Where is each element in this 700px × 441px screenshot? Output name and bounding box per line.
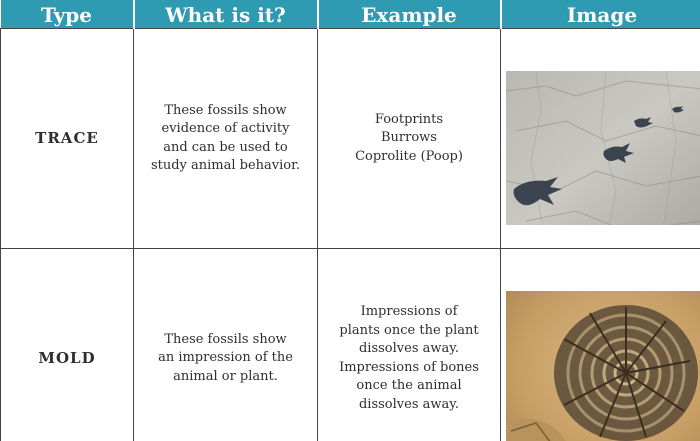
header-example: Example [318, 0, 501, 29]
example-cell: Impressions of plants once the plant dissolves away. Impressions of bones once the animal dissolves away. [318, 249, 501, 441]
header-type: Type [1, 0, 134, 29]
trace-fossil-photo [506, 53, 700, 225]
table-header-row [1, 0, 700, 29]
table-row [1, 29, 700, 249]
image-cell [501, 249, 700, 441]
mold-fossil-photo [506, 273, 700, 441]
example-cell: Footprints Burrows Coprolite (Poop) [318, 29, 501, 249]
type-cell: MOLD [1, 249, 134, 441]
description-cell: These fossils show evidence of activity and can be used to study animal behavior. [134, 29, 318, 249]
table-row [1, 249, 700, 441]
type-cell: TRACE [1, 29, 134, 249]
header-image: Image [501, 0, 700, 29]
description-cell: These fossils show an impression of the animal or plant. [134, 249, 318, 441]
header-what-is-it: What is it? [134, 0, 318, 29]
image-cell [501, 29, 700, 249]
